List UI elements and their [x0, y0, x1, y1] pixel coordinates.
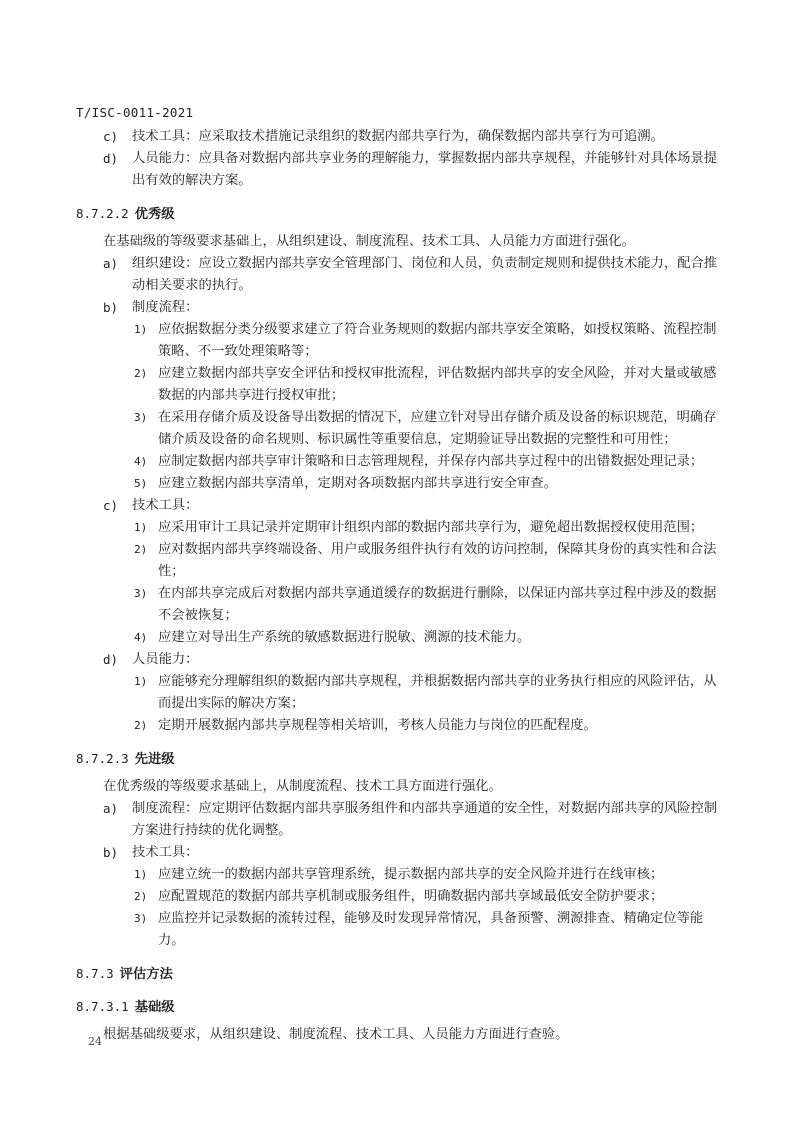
section-title: 优秀级: [134, 207, 175, 222]
list-marker: 2): [134, 719, 148, 732]
list-item: [76, 126, 726, 148]
section-title: 基础级: [134, 1000, 175, 1015]
sub-list-item: [76, 517, 726, 539]
list-marker: 1): [134, 868, 148, 881]
document-code: T/ISC-0011-2021: [76, 105, 194, 120]
list-text: 在采用存储介质及设备导出数据的情况下，应建立针对导出存储介质及设备的标识规范，明确存储介质及设备的命名规则、标识属性等重要信息，定期验证导出数据的完整性和可用性；: [158, 410, 717, 447]
list-text: 应监控并记录数据的流转过程，能够及时发现异常情况，具备预警、溯源排查、精确定位等能力。: [158, 911, 704, 948]
sub-list-item: [76, 363, 726, 407]
list-item: [76, 842, 726, 864]
sub-list-item: [76, 407, 726, 451]
section-number: 8.7.3.1: [76, 999, 129, 1014]
list-item: [76, 798, 726, 842]
list-text: 应制定数据内部共享审计策略和日志管理规程，并保存内部共享过程中的出错数据处理记录；: [158, 454, 704, 469]
list-marker: 2): [134, 543, 148, 556]
sub-list-item: [76, 627, 726, 649]
list-marker: 1): [134, 323, 148, 336]
sub-list-item: [76, 319, 726, 363]
list-text: 应建立数据内部共享安全评估和授权审批流程，评估数据内部共享的安全风险，并对大量或敏感数据的内部共享进行授权审批；: [158, 366, 717, 403]
list-marker: d): [103, 652, 119, 667]
page-number: 24: [88, 1035, 102, 1048]
list-marker: b): [103, 845, 119, 860]
list-text: 制度流程：: [132, 300, 199, 315]
list-item: [76, 495, 726, 517]
sub-list-item: [76, 473, 726, 495]
list-marker: 2): [134, 890, 148, 903]
paragraph: 根据基础级要求，从组织建设、制度流程、技术工具、人员能力方面进行查验。: [103, 1027, 569, 1042]
list-item: [76, 148, 726, 192]
list-text: 应建立统一的数据内部共享管理系统，提示数据内部共享的安全风险并进行在线审核；: [158, 867, 664, 882]
section-title: 评估方法: [119, 967, 173, 982]
list-text: 人员能力：应具备对数据内部共享业务的理解能力，掌握数据内部共享规程，并能够针对具体场景提出有效的解决方案。: [132, 151, 718, 188]
list-marker: 1): [134, 675, 148, 688]
list-marker: 2): [134, 367, 148, 380]
list-marker: c): [103, 129, 119, 144]
section-number: 8.7.3: [76, 966, 114, 981]
list-text: 定期开展数据内部共享规程等相关培训，考核人员能力与岗位的匹配程度。: [158, 718, 597, 733]
sub-list-item: [76, 864, 726, 886]
list-text: 应能够充分理解组织的数据内部共享规程，并根据数据内部共享的业务执行相应的风险评估，从而提出实际的解决方案；: [158, 674, 717, 711]
page-content: [76, 126, 726, 1046]
list-text: 应建立对导出生产系统的敏感数据进行脱敏、溯源的技术能力。: [158, 630, 531, 645]
sub-list-item: [76, 671, 726, 715]
paragraph: 在基础级的等级要求基础上，从组织建设、制度流程、技术工具、人员能力方面进行强化。: [103, 234, 635, 249]
list-text: 应配置规范的数据内部共享机制或服务组件，明确数据内部共享域最低安全防护要求；: [158, 889, 664, 904]
list-text: 应采用审计工具记录并定期审计组织内部的数据内部共享行为，避免超出数据授权使用范围；: [158, 520, 704, 535]
list-text: 人员能力：: [132, 652, 199, 667]
list-item: [76, 649, 726, 671]
section-title: 先进级: [134, 752, 175, 767]
section-heading: [76, 964, 726, 985]
list-marker: 4): [134, 455, 148, 468]
section-number: 8.7.2.2: [76, 206, 129, 221]
list-text: 应依据数据分类分级要求建立了符合业务规则的数据内部共享安全策略，如授权策略、流程控制策略、不一致处理策略等；: [158, 322, 717, 359]
section-number: 8.7.2.3: [76, 751, 129, 766]
list-marker: c): [103, 498, 119, 513]
list-text: 制度流程：应定期评估数据内部共享服务组件和内部共享通道的安全性，对数据内部共享的风险控制方案进行持续的优化调整。: [132, 801, 718, 838]
list-marker: a): [103, 801, 119, 816]
paragraph: 在优秀级的等级要求基础上，从制度流程、技术工具方面进行强化。: [103, 779, 502, 794]
list-text: 技术工具：: [132, 498, 199, 513]
list-marker: 1): [134, 521, 148, 534]
list-text: 技术工具：应采取技术措施记录组织的数据内部共享行为，确保数据内部共享行为可追溯。: [132, 129, 664, 144]
list-text: 应对数据内部共享终端设备、用户或服务组件执行有效的访问控制，保障其身份的真实性和合法性；: [158, 542, 717, 579]
sub-list-item: [76, 583, 726, 627]
sub-list-item: [76, 451, 726, 473]
list-marker: 3): [134, 912, 148, 925]
list-marker: a): [103, 256, 119, 271]
list-text: 组织建设：应设立数据内部共享安全管理部门、岗位和人员，负责制定规则和提供技术能力，配合推动相关要求的执行。: [132, 256, 718, 293]
list-marker: 4): [134, 631, 148, 644]
sub-list-item: [76, 886, 726, 908]
section-heading: [76, 204, 726, 225]
list-item: [76, 297, 726, 319]
list-marker: 3): [134, 411, 148, 424]
list-item: [76, 253, 726, 297]
sub-list-item: [76, 539, 726, 583]
sub-list-item: [76, 715, 726, 737]
list-marker: 3): [134, 587, 148, 600]
sub-list-item: [76, 908, 726, 952]
list-text: 应建立数据内部共享清单，定期对各项数据内部共享进行安全审查。: [158, 476, 557, 491]
list-marker: 5): [134, 477, 148, 490]
list-text: 在内部共享完成后对数据内部共享通道缓存的数据进行删除，以保证内部共享过程中涉及的数据不会被恢复；: [158, 586, 717, 623]
section-heading: [76, 749, 726, 770]
list-marker: d): [103, 151, 119, 166]
list-text: 技术工具：: [132, 845, 199, 860]
section-heading: [76, 997, 726, 1018]
list-marker: b): [103, 300, 119, 315]
